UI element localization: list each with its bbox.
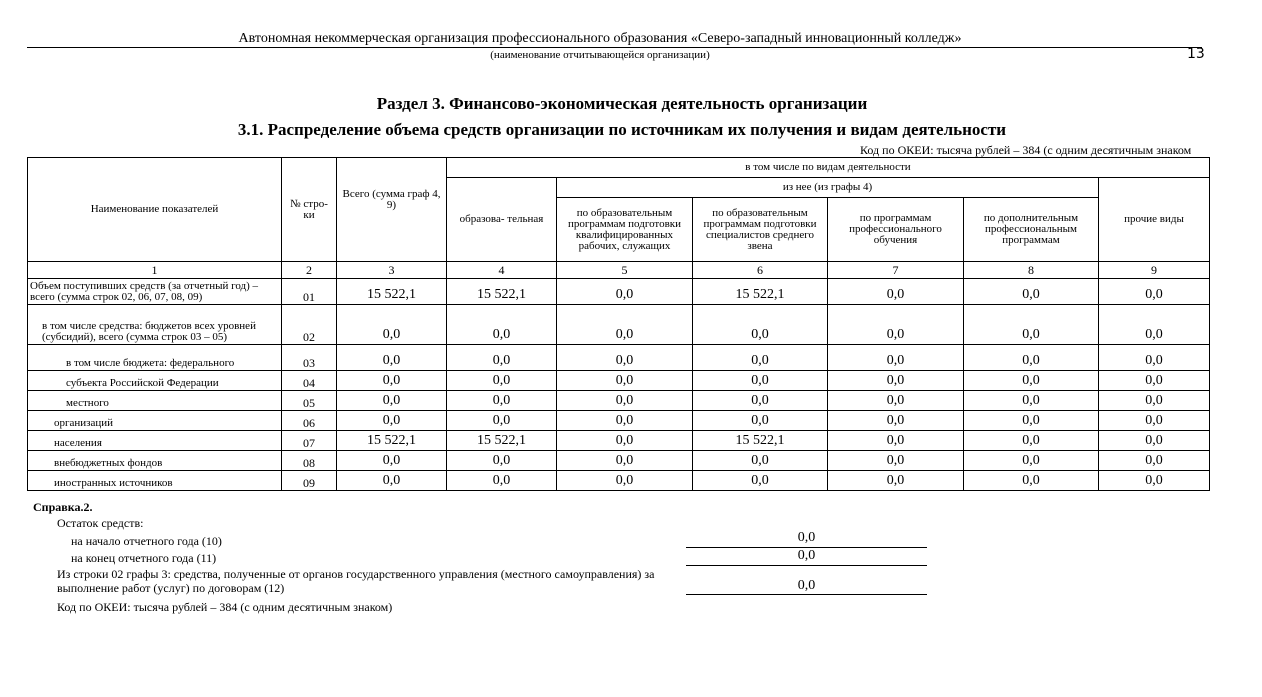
value-cell: 0,0 xyxy=(557,471,693,491)
value-cell: 0,0 xyxy=(828,371,964,391)
end-of-year-label: на конец отчетного года (11) xyxy=(71,551,217,565)
value-cell: 15 522,1 xyxy=(447,279,557,305)
value-cell: 0,0 xyxy=(828,451,964,471)
table-row xyxy=(28,391,1210,411)
column-number: 2 xyxy=(282,262,337,279)
value-cell: 0,0 xyxy=(1099,471,1210,491)
row-name: организаций xyxy=(28,411,282,431)
organization-underline xyxy=(27,47,1202,48)
value-cell: 0,0 xyxy=(447,451,557,471)
value-cell: 15 522,1 xyxy=(337,431,447,451)
value-cell: 0,0 xyxy=(693,391,828,411)
value-cell: 0,0 xyxy=(828,411,964,431)
value-cell: 0,0 xyxy=(447,345,557,371)
balance-label: Остаток средств: xyxy=(57,516,144,530)
header-row-no: № стро- ки xyxy=(282,158,337,262)
value-cell: 0,0 xyxy=(693,411,828,431)
table-row xyxy=(28,305,1210,345)
table-row xyxy=(28,411,1210,431)
value-cell: 0,0 xyxy=(693,471,828,491)
value-cell: 0,0 xyxy=(447,411,557,431)
value-cell: 0,0 xyxy=(828,305,964,345)
value-cell: 0,0 xyxy=(828,431,964,451)
value-cell: 0,0 xyxy=(964,431,1099,451)
value-cell: 0,0 xyxy=(693,305,828,345)
header-total: Всего (сумма граф 4, 9) xyxy=(337,158,447,262)
row-name: местного xyxy=(28,391,282,411)
row-name: иностранных источников xyxy=(28,471,282,491)
header-skilled-workers: по образовательным программам подготовки квалифицированных рабочих, служащих xyxy=(557,198,693,262)
value-cell: 0,0 xyxy=(1099,411,1210,431)
table-row xyxy=(28,371,1210,391)
page-number: 13 xyxy=(1187,46,1205,62)
reference-okei-note: Код по ОКЕИ: тысяча рублей – 384 (с одним десятичным знаком) xyxy=(57,600,393,614)
header-additional: по дополнительным профессиональным программам xyxy=(964,198,1099,262)
row-code: 02 xyxy=(282,305,337,345)
end-of-year-value: 0,0 xyxy=(797,548,816,563)
value-cell: 0,0 xyxy=(1099,345,1210,371)
value-cell: 0,0 xyxy=(557,411,693,431)
table-row xyxy=(28,345,1210,371)
row-code: 03 xyxy=(282,345,337,371)
row-code: 08 xyxy=(282,451,337,471)
value-cell: 0,0 xyxy=(1099,391,1210,411)
value-cell: 0,0 xyxy=(337,391,447,411)
funds-distribution-table xyxy=(27,157,1210,491)
header-prof-training: по программам профессионального обучения xyxy=(828,198,964,262)
section-subtitle: 3.1. Распределение объема средств организации по источникам их получения и видам деятельности xyxy=(237,120,1007,139)
table-row xyxy=(28,451,1210,471)
value-cell: 0,0 xyxy=(337,345,447,371)
header-of-which: из нее (из графы 4) xyxy=(557,178,1099,198)
contracts-value: 0,0 xyxy=(797,578,816,593)
header-name: Наименование показателей xyxy=(28,158,282,262)
column-number: 3 xyxy=(337,262,447,279)
value-cell: 0,0 xyxy=(964,305,1099,345)
value-cell: 0,0 xyxy=(693,371,828,391)
value-cell: 0,0 xyxy=(1099,431,1210,451)
row-name: в том числе бюджета: федерального xyxy=(28,345,282,371)
value-cell: 0,0 xyxy=(1099,371,1210,391)
row-code: 09 xyxy=(282,471,337,491)
column-number: 8 xyxy=(964,262,1099,279)
section-title: Раздел 3. Финансово-экономическая деятельность организации xyxy=(376,94,868,113)
value-cell: 0,0 xyxy=(337,305,447,345)
value-cell: 0,0 xyxy=(337,451,447,471)
value-cell: 0,0 xyxy=(964,345,1099,371)
value-cell: 0,0 xyxy=(447,371,557,391)
column-number: 7 xyxy=(828,262,964,279)
row-name: населения xyxy=(28,431,282,451)
contracts-label-line2: выполнение работ (услуг) по договорам (12) xyxy=(57,581,285,595)
value-cell: 0,0 xyxy=(447,305,557,345)
row-name: внебюджетных фондов xyxy=(28,451,282,471)
end-of-year-underline xyxy=(686,565,927,566)
column-number: 1 xyxy=(28,262,282,279)
value-cell: 15 522,1 xyxy=(693,279,828,305)
column-number: 5 xyxy=(557,262,693,279)
header-mid-specialists: по образовательным программам подготовки специалистов среднего звена xyxy=(693,198,828,262)
value-cell: 0,0 xyxy=(447,391,557,411)
header-educational: образова- тельная xyxy=(447,178,557,262)
column-number: 9 xyxy=(1099,262,1210,279)
start-of-year-value: 0,0 xyxy=(797,530,816,545)
row-code: 01 xyxy=(282,279,337,305)
organization-caption: (наименование отчитывающейся организации) xyxy=(490,49,710,61)
row-name: субъекта Российской Федерации xyxy=(28,371,282,391)
value-cell: 0,0 xyxy=(557,371,693,391)
value-cell: 0,0 xyxy=(447,471,557,491)
value-cell: 0,0 xyxy=(964,391,1099,411)
value-cell: 0,0 xyxy=(1099,451,1210,471)
table-row xyxy=(28,431,1210,451)
value-cell: 0,0 xyxy=(557,279,693,305)
value-cell: 15 522,1 xyxy=(337,279,447,305)
okei-note: Код по ОКЕИ: тысяча рублей – 384 (с одним десятичным знаком xyxy=(860,143,1192,157)
value-cell: 0,0 xyxy=(964,411,1099,431)
row-code: 04 xyxy=(282,371,337,391)
value-cell: 0,0 xyxy=(964,279,1099,305)
contracts-label-line1: Из строки 02 графы 3: средства, полученные от органов государственного управления (местного самоуправления) за xyxy=(57,567,655,581)
column-number: 6 xyxy=(693,262,828,279)
row-code: 06 xyxy=(282,411,337,431)
organization-name: Автономная некоммерческая организация профессионального образования «Северо-западный инновационный колледж» xyxy=(238,31,962,46)
value-cell: 0,0 xyxy=(337,411,447,431)
value-cell: 0,0 xyxy=(337,371,447,391)
value-cell: 0,0 xyxy=(828,391,964,411)
value-cell: 0,0 xyxy=(557,305,693,345)
value-cell: 0,0 xyxy=(557,451,693,471)
value-cell: 0,0 xyxy=(828,279,964,305)
value-cell: 0,0 xyxy=(964,451,1099,471)
value-cell: 0,0 xyxy=(337,471,447,491)
contracts-underline xyxy=(686,594,927,595)
table-row xyxy=(28,471,1210,491)
value-cell: 0,0 xyxy=(828,345,964,371)
row-code: 07 xyxy=(282,431,337,451)
value-cell: 0,0 xyxy=(1099,305,1210,345)
value-cell: 0,0 xyxy=(828,471,964,491)
value-cell: 0,0 xyxy=(557,345,693,371)
value-cell: 0,0 xyxy=(964,471,1099,491)
value-cell: 0,0 xyxy=(693,345,828,371)
value-cell: 15 522,1 xyxy=(447,431,557,451)
header-by-activity: в том числе по видам деятельности xyxy=(447,158,1210,178)
value-cell: 15 522,1 xyxy=(693,431,828,451)
header-other: прочие виды xyxy=(1099,178,1210,262)
row-code: 05 xyxy=(282,391,337,411)
column-number: 4 xyxy=(447,262,557,279)
start-of-year-label: на начало отчетного года (10) xyxy=(71,534,222,548)
row-name: Объем поступивших средств (за отчетный год) – всего (сумма строк 02, 06, 07, 08, 09) xyxy=(28,279,282,305)
value-cell: 0,0 xyxy=(557,391,693,411)
table-row xyxy=(28,279,1210,305)
value-cell: 0,0 xyxy=(557,431,693,451)
reference-title: Справка.2. xyxy=(33,500,93,514)
value-cell: 0,0 xyxy=(1099,279,1210,305)
value-cell: 0,0 xyxy=(964,371,1099,391)
row-name: в том числе средства: бюджетов всех уровней (субсидий), всего (сумма строк 03 – 05) xyxy=(28,305,282,345)
value-cell: 0,0 xyxy=(693,451,828,471)
